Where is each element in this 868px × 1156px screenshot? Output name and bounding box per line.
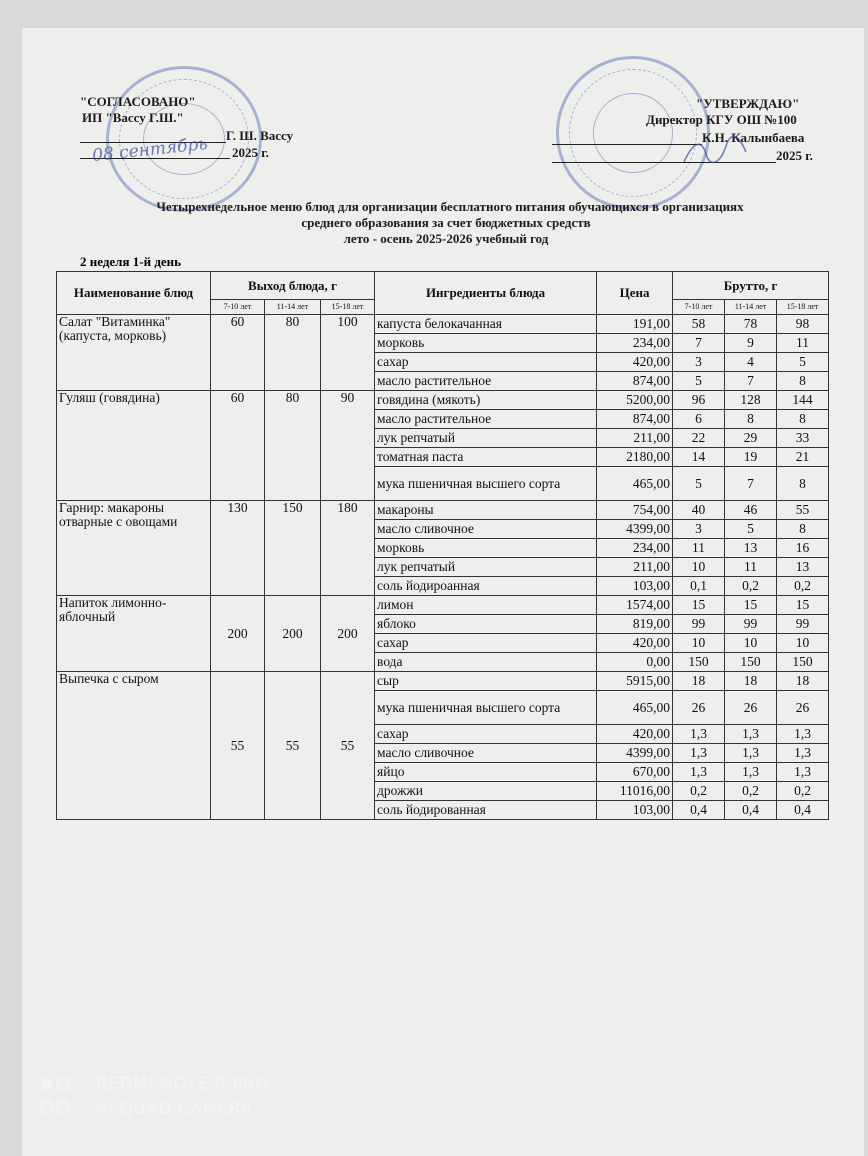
dish-yield: 55 — [321, 672, 375, 820]
ingredient-gross: 29 — [725, 429, 777, 448]
dish-yield: 200 — [211, 596, 265, 672]
ingredient-gross: 18 — [725, 672, 777, 691]
table-row — [57, 672, 829, 691]
ingredient-gross: 5 — [673, 467, 725, 501]
table-row — [57, 391, 829, 410]
ingredient-gross: 1,3 — [673, 744, 725, 763]
ingredient-name: морковь — [375, 334, 597, 353]
ingredient-gross: 9 — [725, 334, 777, 353]
ingredient-gross: 11 — [725, 558, 777, 577]
menu-title-line-3: лето - осень 2025-2026 учебный год — [343, 231, 549, 246]
ingredient-gross: 18 — [777, 672, 829, 691]
dish-yield: 200 — [265, 596, 321, 672]
col-header-yield: Выход блюда, г — [211, 272, 375, 300]
menu-table — [56, 271, 829, 820]
ingredient-gross: 96 — [673, 391, 725, 410]
ingredient-name: говядина (мякоть) — [375, 391, 597, 410]
ingredient-gross: 8 — [777, 520, 829, 539]
watermark-line-2: AI QUAD CAMERA — [96, 1099, 253, 1119]
ingredient-name: масло растительное — [375, 410, 597, 429]
col-header-gross: Брутто, г — [673, 272, 829, 300]
ingredient-gross: 11 — [777, 334, 829, 353]
ingredient-name: капуста белокачанная — [375, 315, 597, 334]
ingredient-gross: 1,3 — [673, 763, 725, 782]
table-row — [57, 315, 829, 334]
menu-title-line-2: среднего образования за счет бюджетных средств — [301, 215, 591, 230]
ingredient-price: 874,00 — [597, 372, 673, 391]
ingredient-name: масло сливочное — [375, 744, 597, 763]
table-row — [57, 596, 829, 615]
ingredient-price: 819,00 — [597, 615, 673, 634]
ingredient-price: 4399,00 — [597, 520, 673, 539]
ingredient-gross: 1,3 — [725, 763, 777, 782]
ingredient-name: яблоко — [375, 615, 597, 634]
ingredient-price: 11016,00 — [597, 782, 673, 801]
ingredient-gross: 26 — [673, 691, 725, 725]
ingredient-gross: 19 — [725, 448, 777, 467]
ingredient-gross: 15 — [725, 596, 777, 615]
ingredient-gross: 7 — [725, 372, 777, 391]
ingredient-gross: 40 — [673, 501, 725, 520]
ingredient-gross: 5 — [673, 372, 725, 391]
ingredient-gross: 1,3 — [777, 725, 829, 744]
ingredient-name: дрожжи — [375, 782, 597, 801]
ingredient-name: масло растительное — [375, 372, 597, 391]
ingredient-name: лук репчатый — [375, 429, 597, 448]
ingredient-price: 670,00 — [597, 763, 673, 782]
menu-table-body — [57, 315, 829, 820]
dish-name: Выпечка с сыром — [57, 672, 211, 820]
ingredient-gross: 99 — [673, 615, 725, 634]
ingredient-gross: 55 — [777, 501, 829, 520]
col-header-ingredients: Ингредиенты блюда — [375, 272, 597, 315]
ingredient-gross: 0,1 — [673, 577, 725, 596]
agreed-label: "СОГЛАСОВАНО" — [80, 94, 196, 109]
dish-yield: 80 — [265, 391, 321, 501]
ingredient-gross: 1,3 — [777, 763, 829, 782]
approved-date: 2025 г. — [776, 148, 813, 163]
dish-yield: 130 — [211, 501, 265, 596]
ingredient-gross: 0,2 — [777, 782, 829, 801]
ingredient-gross: 3 — [673, 353, 725, 372]
ingredient-price: 874,00 — [597, 410, 673, 429]
ingredient-gross: 8 — [725, 410, 777, 429]
ingredient-gross: 0,4 — [673, 801, 725, 820]
dish-yield: 55 — [265, 672, 321, 820]
ingredient-name: макароны — [375, 501, 597, 520]
ingredient-name: мука пшеничная высшего сорта — [375, 467, 597, 501]
ingredient-gross: 11 — [673, 539, 725, 558]
ingredient-gross: 6 — [673, 410, 725, 429]
agreed-org: ИП "Вассу Г.Ш." — [82, 110, 184, 125]
ingredient-price: 211,00 — [597, 558, 673, 577]
ingredient-price: 420,00 — [597, 634, 673, 653]
ingredient-name: сахар — [375, 353, 597, 372]
col-header-price: Цена — [597, 272, 673, 315]
ingredient-gross: 150 — [673, 653, 725, 672]
yield-age-11-14: 11-14 лет — [265, 300, 321, 315]
dish-yield: 60 — [211, 391, 265, 501]
ingredient-gross: 10 — [777, 634, 829, 653]
dish-name: Гуляш (говядина) — [57, 391, 211, 501]
ingredient-gross: 8 — [777, 372, 829, 391]
camera-logo-icon — [38, 1076, 82, 1120]
yield-age-7-10: 7-10 лет — [211, 300, 265, 315]
ingredient-gross: 15 — [673, 596, 725, 615]
ingredient-gross: 144 — [777, 391, 829, 410]
ingredient-gross: 7 — [725, 467, 777, 501]
dish-yield: 90 — [321, 391, 375, 501]
ingredient-gross: 98 — [777, 315, 829, 334]
ingredient-price: 234,00 — [597, 334, 673, 353]
ingredient-gross: 8 — [777, 410, 829, 429]
ingredient-name: сахар — [375, 634, 597, 653]
approved-name: К.Н. Калынбаева — [702, 130, 805, 145]
ingredient-gross: 1,3 — [673, 725, 725, 744]
approved-position: Директор КГУ ОШ №100 — [646, 112, 797, 127]
yield-age-15-18: 15-18 лет — [321, 300, 375, 315]
dish-yield: 100 — [321, 315, 375, 391]
ingredient-gross: 5 — [725, 520, 777, 539]
ingredient-price: 4399,00 — [597, 744, 673, 763]
ingredient-name: лук репчатый — [375, 558, 597, 577]
approved-signature-scribble — [680, 134, 750, 168]
ingredient-name: морковь — [375, 539, 597, 558]
ingredient-gross: 14 — [673, 448, 725, 467]
ingredient-price: 191,00 — [597, 315, 673, 334]
ingredient-name: томатная паста — [375, 448, 597, 467]
ingredient-price: 211,00 — [597, 429, 673, 448]
dish-yield: 200 — [321, 596, 375, 672]
ingredient-gross: 5 — [777, 353, 829, 372]
ingredient-gross: 33 — [777, 429, 829, 448]
ingredient-gross: 21 — [777, 448, 829, 467]
ingredient-gross: 4 — [725, 353, 777, 372]
ingredient-name: соль йодироанная — [375, 577, 597, 596]
ingredient-price: 2180,00 — [597, 448, 673, 467]
ingredient-gross: 99 — [777, 615, 829, 634]
ingredient-price: 103,00 — [597, 577, 673, 596]
ingredient-price: 103,00 — [597, 801, 673, 820]
ingredient-price: 420,00 — [597, 353, 673, 372]
watermark-line-1: REDMI NOTE 8 PRO — [96, 1074, 270, 1094]
ingredient-gross: 16 — [777, 539, 829, 558]
ingredient-gross: 0,4 — [725, 801, 777, 820]
ingredient-gross: 0,4 — [777, 801, 829, 820]
right-seal-stamp — [556, 56, 710, 210]
ingredient-price: 754,00 — [597, 501, 673, 520]
camera-watermark — [96, 1072, 269, 1122]
agreed-name: Г. Ш. Вассу — [226, 128, 294, 143]
ingredient-price: 5200,00 — [597, 391, 673, 410]
ingredient-price: 465,00 — [597, 691, 673, 725]
ingredient-name: яйцо — [375, 763, 597, 782]
ingredient-gross: 1,3 — [725, 725, 777, 744]
ingredient-gross: 26 — [725, 691, 777, 725]
ingredient-gross: 8 — [777, 467, 829, 501]
agreed-signature: 08 сентябрь — [91, 134, 209, 166]
agreed-date: 2025 г. — [232, 145, 269, 160]
dish-name: Напиток лимонно-яблочный — [57, 596, 211, 672]
ingredient-price: 0,00 — [597, 653, 673, 672]
ingredient-gross: 0,2 — [673, 782, 725, 801]
ingredient-gross: 128 — [725, 391, 777, 410]
week-day-label: 2 неделя 1-й день — [80, 254, 182, 269]
table-row — [57, 501, 829, 520]
ingredient-gross: 10 — [673, 634, 725, 653]
ingredient-gross: 0,2 — [725, 577, 777, 596]
ingredient-gross: 58 — [673, 315, 725, 334]
gross-age-11-14: 11-14 лет — [725, 300, 777, 315]
menu-title-line-1: Четырехнедельное меню блюд для организации бесплатного питания обучающихся в организациях — [156, 199, 744, 214]
dish-name: Салат "Витаминка" (капуста, морковь) — [57, 315, 211, 391]
ingredient-gross: 99 — [725, 615, 777, 634]
ingredient-gross: 3 — [673, 520, 725, 539]
dish-yield: 80 — [265, 315, 321, 391]
gross-age-15-18: 15-18 лет — [777, 300, 829, 315]
ingredient-price: 234,00 — [597, 539, 673, 558]
ingredient-name: вода — [375, 653, 597, 672]
dish-yield: 180 — [321, 501, 375, 596]
ingredient-gross: 13 — [725, 539, 777, 558]
ingredient-gross: 46 — [725, 501, 777, 520]
ingredient-gross: 10 — [673, 558, 725, 577]
ingredient-gross: 22 — [673, 429, 725, 448]
ingredient-gross: 0,2 — [777, 577, 829, 596]
ingredient-gross: 13 — [777, 558, 829, 577]
ingredient-price: 465,00 — [597, 467, 673, 501]
ingredient-gross: 10 — [725, 634, 777, 653]
ingredient-gross: 18 — [673, 672, 725, 691]
ingredient-gross: 26 — [777, 691, 829, 725]
ingredient-gross: 1,3 — [725, 744, 777, 763]
dish-yield: 55 — [211, 672, 265, 820]
ingredient-name: сыр — [375, 672, 597, 691]
col-header-dish: Наименование блюд — [57, 272, 211, 315]
ingredient-gross: 78 — [725, 315, 777, 334]
ingredient-name: масло сливочное — [375, 520, 597, 539]
ingredient-gross: 7 — [673, 334, 725, 353]
dish-name: Гарнир: макароны отварные с овощами — [57, 501, 211, 596]
dish-yield: 60 — [211, 315, 265, 391]
gross-age-7-10: 7-10 лет — [673, 300, 725, 315]
ingredient-price: 420,00 — [597, 725, 673, 744]
approved-label: "УТВЕРЖДАЮ" — [696, 96, 800, 111]
ingredient-name: сахар — [375, 725, 597, 744]
ingredient-name: мука пшеничная высшего сорта — [375, 691, 597, 725]
ingredient-gross: 1,3 — [777, 744, 829, 763]
ingredient-gross: 0,2 — [725, 782, 777, 801]
ingredient-name: соль йодированная — [375, 801, 597, 820]
ingredient-gross: 150 — [777, 653, 829, 672]
ingredient-name: лимон — [375, 596, 597, 615]
ingredient-gross: 15 — [777, 596, 829, 615]
dish-yield: 150 — [265, 501, 321, 596]
ingredient-gross: 150 — [725, 653, 777, 672]
ingredient-price: 1574,00 — [597, 596, 673, 615]
ingredient-price: 5915,00 — [597, 672, 673, 691]
